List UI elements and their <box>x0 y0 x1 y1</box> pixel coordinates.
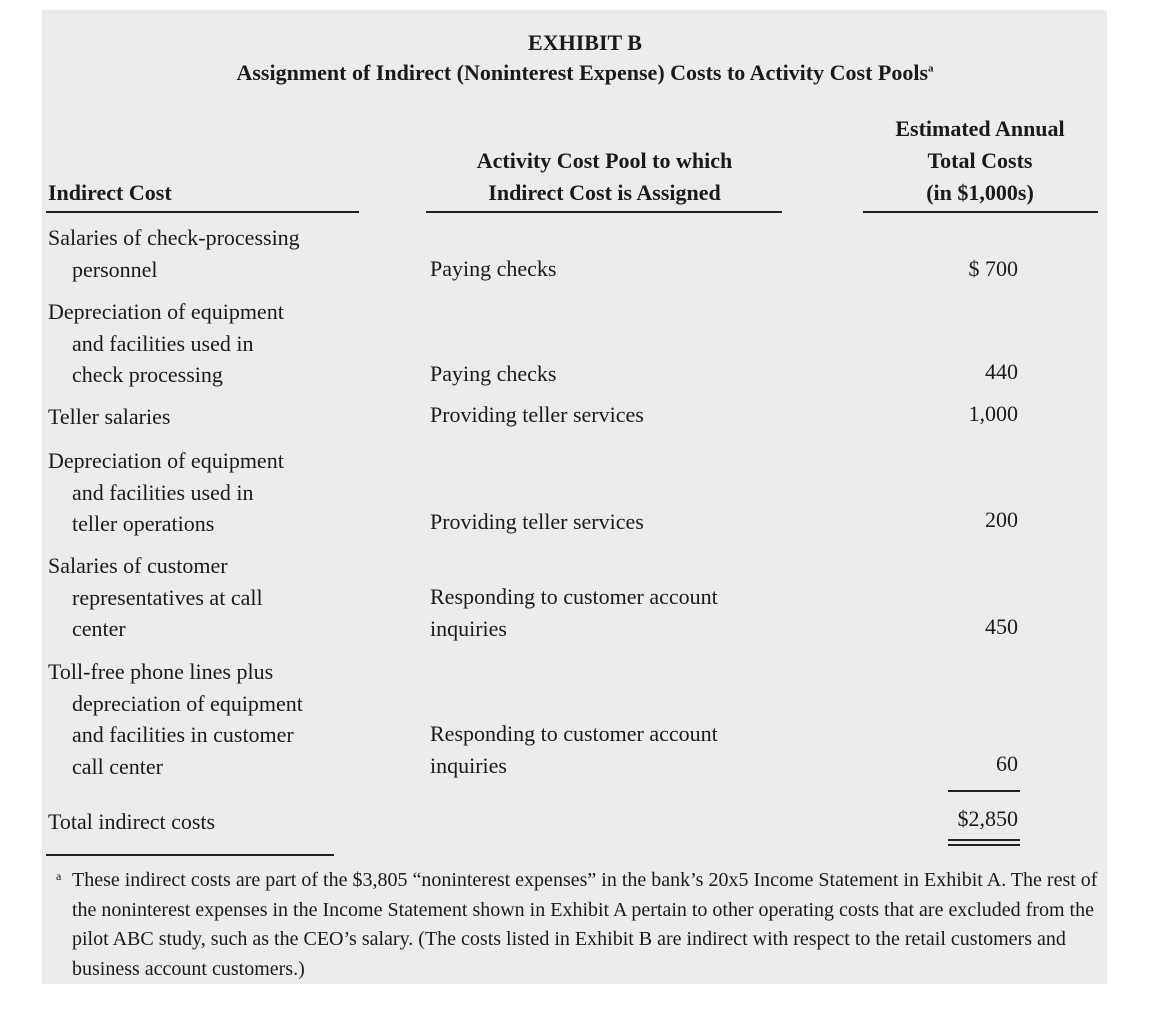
header-indirect-cost: Indirect Cost <box>48 180 172 205</box>
footnote-text: These indirect costs are part of the $3,805 “noninterest expenses” in the bank’s 20x5 Income Statement in Exhibit A. The rest of the noninterest expenses in the Income Statement shown in Exhibit A pertain to other operating costs that are excluded from the pilot ABC study, such as the CEO’s salary. (The costs listed in Exhibit B are indirect with respect to the retail customers and business account customers.) <box>72 869 1098 980</box>
pool-line: inquiries <box>430 752 507 778</box>
pool-line: inquiries <box>430 615 507 641</box>
cost-line: and facilities used in <box>72 330 254 356</box>
table-row-cost <box>48 222 300 285</box>
pool-line: Providing teller services <box>430 509 644 534</box>
header-estimated-line: (in $1,000s) <box>926 180 1034 205</box>
header-estimated-line: Total Costs <box>927 148 1033 173</box>
exhibit-label: EXHIBIT B <box>528 30 642 55</box>
pool-line: Responding to customer account <box>430 584 718 609</box>
table-row-cost <box>48 445 284 540</box>
pool-line: Paying checks <box>430 361 557 386</box>
cost-line: and facilities used in <box>72 479 254 505</box>
title-footnote-marker: a <box>928 62 934 75</box>
table-row-cost <box>48 550 263 645</box>
cost-line: representatives at call <box>72 584 263 610</box>
header-rule <box>426 211 782 213</box>
cost-line: call center <box>72 753 163 779</box>
cost-line: teller operations <box>72 511 215 536</box>
total-label: Total indirect costs <box>48 809 216 834</box>
table-row-pool <box>430 718 718 781</box>
cost-line: and facilities in customer <box>72 722 294 747</box>
cost-line: depreciation of equipment <box>72 690 303 716</box>
table-row-pool <box>430 358 556 390</box>
table-row-cost <box>48 296 284 391</box>
total-amount: $2,850 <box>957 806 1018 831</box>
cost-line: Salaries of customer <box>48 553 228 578</box>
table-row-amount: $ 700 <box>968 256 1018 281</box>
table-row-cost <box>48 656 303 782</box>
header-activity-pool-line: Activity Cost Pool to which <box>476 148 733 173</box>
cost-line: center <box>72 616 126 641</box>
header-estimated-costs <box>860 113 1100 209</box>
cost-line: personnel <box>72 256 158 282</box>
cost-line: Teller salaries <box>48 404 171 429</box>
total-double-rule <box>948 839 1020 846</box>
pool-line: Responding to customer account <box>430 721 718 746</box>
header-estimated-line: Estimated Annual <box>895 116 1065 141</box>
footnote <box>56 866 1116 984</box>
table-row-pool <box>430 506 644 538</box>
footnote-marker: a <box>56 869 62 883</box>
header-activity-pool <box>432 145 777 209</box>
cost-line: Depreciation of equipment <box>48 299 284 324</box>
header-rule <box>863 211 1098 213</box>
exhibit-title-text: Assignment of Indirect (Noninterest Expense) Costs to Activity Cost Pools <box>236 60 929 85</box>
table-row-amount: 1,000 <box>968 401 1018 426</box>
subtotal-rule <box>948 790 1020 792</box>
cost-line: Toll-free phone lines plus <box>48 659 274 684</box>
pool-line: Providing teller services <box>430 402 644 427</box>
pool-line: Paying checks <box>430 256 557 281</box>
table-row-pool <box>430 253 556 285</box>
exhibit-title <box>0 60 1170 86</box>
cost-line: Depreciation of equipment <box>48 448 284 473</box>
table-row-amount: 440 <box>985 359 1018 384</box>
footnote-rule <box>46 854 334 856</box>
table-row-amount: 450 <box>985 614 1018 639</box>
table-row-cost <box>48 401 170 433</box>
table-row-pool <box>430 581 718 644</box>
table-row-amount: 60 <box>996 751 1018 776</box>
header-activity-pool-line: Indirect Cost is Assigned <box>488 180 721 205</box>
table-row-amount: 200 <box>985 507 1018 532</box>
cost-line: check processing <box>72 362 223 387</box>
header-rule <box>46 211 359 213</box>
table-row-pool <box>430 399 644 431</box>
cost-line: Salaries of check-processing <box>48 225 300 250</box>
